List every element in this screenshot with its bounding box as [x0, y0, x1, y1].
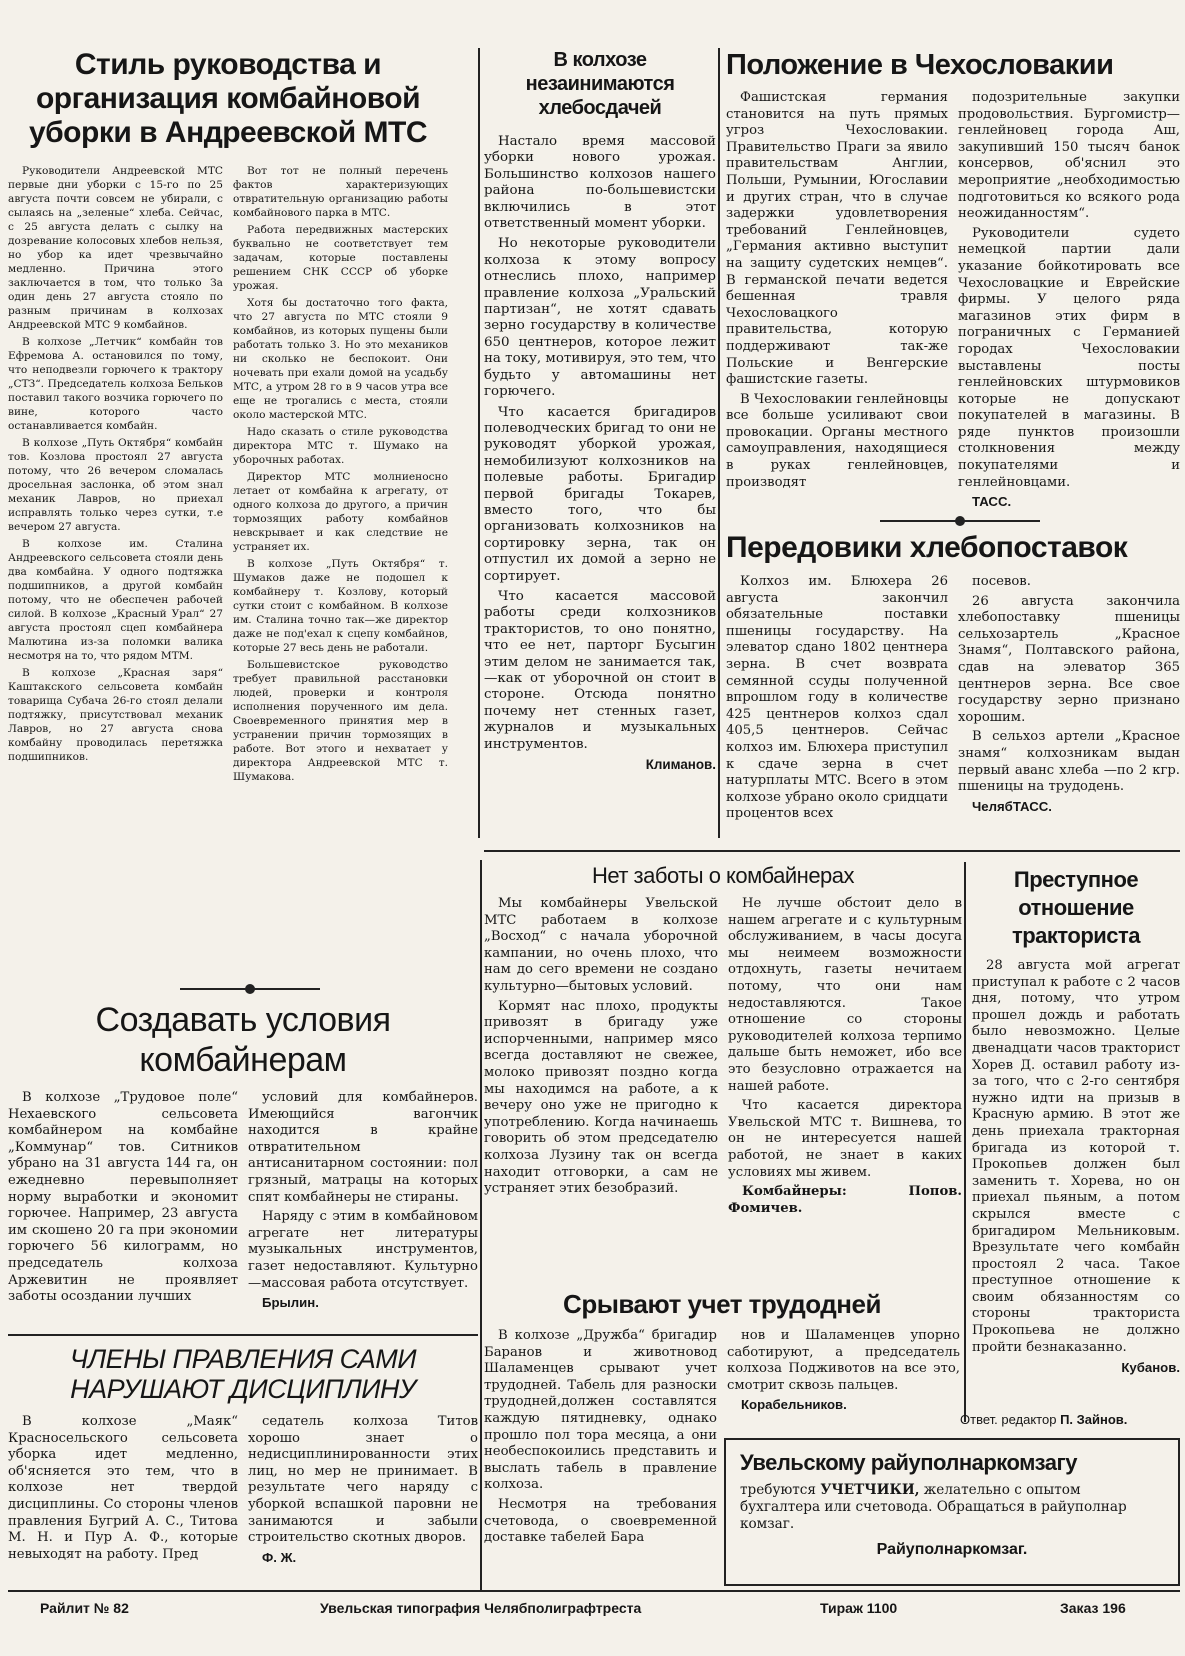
paragraph: нов и Шаламенцев упорно саботируют, а председатель колхоза Подживотов на все это, смотрит сквозь пальцев.	[727, 1328, 960, 1393]
paragraph: Мы комбайнеры Увельской МТС работаем в колхозе „Восход“ с начала уборочной кампании, но очень плохо, что нам до сего времени не создано культурно—бытовых условий.	[484, 896, 718, 994]
section-rule	[484, 850, 1180, 852]
headline-leaders: Передовики хлебопоставок	[726, 531, 1128, 564]
ad-text-lead: требуются	[740, 1482, 816, 1498]
conditions-column-1	[8, 1090, 238, 1315]
care-column-2	[728, 896, 962, 1220]
headline-board: ЧЛЕНЫ ПРАВЛЕНИЯ САМИ НАРУШАЮТ ДИСЦИПЛИНУ	[69, 1344, 417, 1404]
ad-text-strong: УЧЕТЧИКИ,	[820, 1482, 920, 1498]
article-care	[484, 862, 962, 1282]
ad-text-rest: желательно с опытом бухгалтера или счетовода. Обращаться в райуполнар комзаг.	[740, 1482, 1127, 1532]
column-rule	[480, 860, 482, 1590]
headline-tractor: Преступное отношение тракториста	[1011, 867, 1141, 948]
paragraph: В колхозе „Маяк“ Красносельского сельсовета уборка идет медленно, об'ясняется это тем, что в колхозе нет твердой дисциплины. Со стороны членов правления Бугрий А. С., Титова М. Н. и Пур А. Ф., которые невыходят на работу. Пред	[8, 1414, 238, 1562]
signature: Корабельников.	[741, 1397, 847, 1413]
signature: ЧелябТАСС.	[972, 798, 1052, 814]
signature: Ф. Ж.	[262, 1549, 297, 1565]
paragraph: седатель колхоза Титов хорошо знает о недисциплинированности этих лиц, но мер не принимает. В результате чего наряду с уборкой вспашкой паровни не занимаются и забыли строительство скотных дворов.	[248, 1414, 478, 1546]
board-column-1	[8, 1414, 238, 1569]
paragraph: В колхозе им. Сталина Андреевского сельсовета стояли день два комбайна. У одного подтяжка подшипников, а другой комбайн потому, что не обеспечен рабочей силой. В колхозе „Красный Урал“ 27 августа простоял сцеп комбайнера Малютина из-за поломки валика несмотря на то, что рядом МТМ.	[8, 538, 223, 662]
style-column-1	[8, 164, 223, 787]
signature: ТАСС.	[972, 494, 1012, 510]
signature: Кубанов.	[1121, 1360, 1180, 1376]
column-rule	[718, 48, 720, 838]
leaders-column-2	[958, 574, 1180, 826]
paragraph: Надо сказать о стиле руководства директора МТС т. Шумако на уборочных работах.	[233, 426, 448, 466]
paragraph: В сельхоз артели „Красное знамя“ колхозникам выдан первый аванс хлеба —по 2 кгр. пшеницы на трудодень.	[958, 729, 1180, 795]
paragraph: Большевистское руководство требует правильной расстановки людей, проверки и контроля исполнения порученного им дела. Своевременного принятия мер в устранении причин тормозящих в работе. Вот этого и нехватает у директора Андреевской МТС т. Шумакова.	[233, 659, 448, 783]
paragraph: Руководители Андреевской МТС первые дни уборки с 15-го по 25 августа почти совсем не убирали, с сылаясь на „зеленые“ хлеба. Сейчас, с 25 августа делать с сылку на дозревание колосовых хлебов нельзя, но убор ка идет чрезвычайно медленно. Причина этого заключается в том, что только За один день 27 августа стояло по разным причинам в колхозах Андреевской МТС 9 комбайнов.	[8, 165, 223, 331]
article-leaders	[726, 530, 1180, 842]
footer-circulation: Тираж 1100	[820, 1600, 898, 1616]
tractor-body	[972, 958, 1180, 1377]
headline-style: Стиль руководства и организация комбайновой уборки в Андреевской МТС	[28, 48, 428, 149]
ad-block	[724, 1438, 1180, 1586]
paragraph: Хотя бы достаточно того факта, что 27 августа по МТС стояли 9 комбайнов, из которых пущены были работать только 3. Но это механиков ни сколько не беспокоит. Они ночевать при ехали домой на усадьбу МТС, а утром 28 го в 9 часов утра все еще не трогались с места, стояли около мастерской МТС.	[233, 297, 448, 421]
headline-care: Нет заботы о комбайнерах	[591, 863, 855, 888]
divider-ornament	[880, 520, 1040, 522]
editor-line	[960, 1410, 1180, 1432]
board-column-2	[248, 1414, 478, 1569]
signature: Комбайнеры: Попов. Фомичев.	[728, 1184, 962, 1216]
footer-license: Райлит № 82	[40, 1600, 129, 1616]
paragraph: Что касается массовой работы среди колхозников трактористов, то оно понятно, что ее нет, парторг Бусыгин этим делом не занимается так,—как от уборочной он стоит в стороне. Отсюда понятно почему нет стенных газет, журналов и музыкальных инструментов.	[484, 588, 716, 752]
paragraph: 26 августа закончила хлебопоставку пшеницы сельхозартель „Красное Знамя“, Полтавского района, сдав на элеватор 365 центнеров зерна. Все свое государству зерно признано хорошим.	[958, 593, 1180, 725]
workdays-column-1	[484, 1328, 717, 1550]
paragraph: условий для комбайнеров. Имеющийся вагончик находится в крайне отвратительном антисанитарном состоянии: пол грязный, матрацы на которых спят комбайнеры не стираны.	[248, 1090, 478, 1205]
divider-ornament	[180, 988, 320, 990]
paragraph: 28 августа мой агрегат приступал к работе с 2 часов дня, потому, что утром прошел дождь и работать было невозможно. Целые двенадцати часов тракторист Хорев Д. оставил работу из-за того, что с 2-го сентября нужно идти на призыв в Красную армию. В этот же день приехала тракторная бригада из которой т. Прокопьев должен был заменить т. Хорева, но он приехал пьяным, а потом скрылся вместе с бригадиром Мельниковым. Врезультате чего комбайн простоял 2 часа. Такое преступное отношение к своим обязанностям со стороны тракториста Прокопьева не должно пройти безнаказанно.	[972, 958, 1180, 1355]
conditions-column-2	[248, 1090, 478, 1315]
article-kolkhoz	[484, 48, 716, 838]
care-column-1	[484, 896, 718, 1220]
article-tractor	[972, 866, 1180, 1408]
leaders-column-1	[726, 574, 948, 826]
paragraph: Директор МТС молниеносно летает от комбайна к агрегату, от одного колхоза до другого, а причин тормозящих работу комбайнов невскрывает и как следствие не устраняет их.	[233, 471, 448, 553]
footer-printer: Увельская типография Челябполиграфтреста	[320, 1600, 642, 1616]
paragraph: Колхоз им. Блюхера 26 августа закончил обязательные поставки пшеницы государству. На элеватор сдано 1802 центнера зерна. В счет возврата семянной ссуды полученной впрошлом году в количестве 425 центнеров колхоз сдал 405,5 центнеров. Сейчас колхоз им. Блюхера приступил к сдаче зерна в счет натурплаты МТС. Всего в этом колхозе убрано около сридцати процентов всех	[726, 574, 948, 822]
paragraph: Фашистская германия становится на путь прямых угроз Чехословакии. Правительство Праги за явило правительствам Англии, Польши, Румынии, Югославии и других стран, что в случае задержки удовлетворения требований Генлейновцев, „Германия активно выступит на защиту судетских немцев“. В германской печати ведется бешенная травля Чехословацкого правительства, которую поддерживают так-же Польские и Венгерские фашистские газеты.	[726, 90, 948, 388]
paragraph: В колхозе „Трудовое поле“ Нехаевского сельсовета комбайнером на комбайне „Коммунар“ тов. Ситников убрано на 31 августа 144 га, он ежедневно перевыполняет норму выработки и экономит горючее. Например, 23 августа им скошено 20 га при экономии горючего 56 килограмм, но председатель колхоза Аржевитин не проявляет заботы осоздании лучших	[8, 1090, 238, 1305]
article-conditions	[8, 1000, 478, 1330]
signature: Брылин.	[262, 1295, 319, 1311]
section-rule	[8, 1334, 478, 1336]
paragraph: Несмотря на требования счетовода, о своевременной доставке табелей Бара	[484, 1496, 717, 1546]
editor-name: П. Зайнов.	[1060, 1412, 1128, 1427]
style-column-2	[233, 164, 448, 787]
paragraph: В колхозе „Путь Октября“ т. Шумаков даже не подошел к комбайнеру т. Козлову, который сутки стоит с комбайном. В колхозе им. Сталина точно так—же директор даже не под'ехал к сцепу комбайнов, которые 27 весь день не работали.	[233, 558, 448, 654]
paragraph: Наряду с этим в комбайновом агрегате нет литературы музыкальных инструментов, газет недоставляют. Культурно—массовая работа отсутствует.	[248, 1209, 478, 1291]
paragraph: Что касается директора Увельской МТС т. Вишнева, то он не интересуется нашей работой, не знает в каких условиях мы живем.	[728, 1098, 962, 1180]
kolkhoz-body	[484, 134, 716, 773]
article-board	[8, 1344, 478, 1584]
paragraph: В колхозе „Летчик“ комбайн тов Ефремова А. остановился по тому, что неподвезли горючего к трактору „СТЗ“. Председатель колхоза Бельков поставил такого возчика горючего по вине, которого часто останавливается комбайн.	[8, 336, 223, 432]
paragraph: В колхозе „Дружба“ бригадир Баранов и животновод Шаламенцев срывают учет трудодней. Табель для разноски трудодней,должен составлятся каждую пятидневку, однако прошло пол тора месяца, а они необеспокоились представить и выслать табель в правление колхоза.	[484, 1328, 717, 1493]
paragraph: Руководители судето немецкой партии дали указание бойкотировать все Чехословацкие и Еврейские фирмы. У целого ряда магазинов этих фирм в пограничных с Германией городах Чехословакии выставлены посты генлейновских штурмовиков которые не допускают покупателей в магазины. В ряде пунктов произошли столкновения между покупателями и генлейновцами.	[958, 225, 1180, 490]
paragraph: посевов.	[972, 574, 1031, 589]
paragraph: В колхозе „Путь Октября“ комбайн тов. Козлова простоял 27 августа потому, что 26 вечером сломалась дросельная заслонка, об этом знал механик Лавров, но приехал исправлять только через сутки, т.е вечером 27 августа.	[8, 437, 223, 533]
article-czech	[726, 48, 1180, 516]
article-style	[8, 48, 448, 928]
paragraph: В Чехословакии генлейновцы все больше усиливают свои провокации. Органы местного самоуправления, находящиеся в руках генлейновцев, производят	[726, 391, 948, 490]
column-rule	[478, 48, 480, 838]
headline-czech: Положение в Чехословакии	[726, 49, 1114, 81]
editor-label: Ответ. редактор	[960, 1412, 1057, 1427]
paragraph: Работа передвижных мастерских буквально не соответствует тем задачам, которые поставлены решением СНК СССР об уборке урожая.	[233, 224, 448, 292]
paragraph: Кормят нас плохо, продукты привозят в бригаду уже испорченными, например мясо всегда доставляют не свежее, молоко привозят поздно когда мы находимся на работе, а к вечеру оно уже не пригодно к употреблению. Когда начинаешь говорить об этом председателю колхоза Лузину так он всегда находит отговорки, а сам не устраняет этих безобразий.	[484, 998, 718, 1197]
headline-kolkhoz: В колхозе незаинимаются хлебосдачей	[525, 49, 675, 119]
ad-headline: Увельскому райуполнаркомзагу	[740, 1450, 1077, 1475]
headline-workdays: Срывают учет трудодней	[563, 1289, 881, 1319]
ad-signature: Райуполнаркомзаг.	[876, 1541, 1028, 1558]
signature: Климанов.	[645, 757, 716, 773]
imprint-footer	[0, 1592, 1185, 1622]
paragraph: В колхозе „Красная заря“ Каштакского сельсовета комбайн товарища Субача 26-го стоял делали подтяжку, присутствовал механик Лавров, но 27 августа снова комбайну проводилась перетяжка подшипников.	[8, 667, 223, 763]
paragraph: Что касается бригадиров полеводческих бригад то они не руководят уборкой урожая, немобилизуют колхозников на полевые работы. Бригадир первой бригады Токарев, вместо того, что бы организовать колхозников на сортировку зерна, так он отпустил их домой а зерно не сортирует.	[484, 404, 716, 584]
paragraph: Вот тот не полный перечень фактов характеризующих отвратительную организацию работы комбайнового парка в МТС.	[233, 165, 448, 219]
column-rule	[964, 862, 966, 1422]
headline-conditions: Создавать условия комбайнерам	[95, 1001, 391, 1079]
ad-text	[740, 1482, 1164, 1533]
paragraph: подозрительные закупки продовольствия. Бургомистр—генлейновец города Аш, закупивший 150 тысяч банок консервов, об'яснил это мероприятие „необходимостью подготовиться ко всякого рода неожиданностям“.	[958, 90, 1180, 222]
czech-column-1	[726, 90, 948, 514]
paragraph: Настало время массовой уборки нового урожая. Большинство колхозов нашего района по-большевистски включились в этот ответственный момент уборки.	[484, 134, 716, 232]
czech-column-2	[958, 90, 1180, 514]
footer-order: Заказ 196	[1060, 1600, 1126, 1616]
paragraph: Но некоторые руководители колхоза к этому вопросу отнеслись плохо, например правление колхоза „Уральский партизан“, не хотят сдавать зерно государству в количестве 650 центнеров, которое лежит на току, мотивируя, это тем, что будьто у автомашины нет горючего.	[484, 236, 716, 400]
paragraph: Не лучше обстоит дело в нашем агрегате и с культурным обслуживанием, в часы досуга мы неимеем возможности отдохнуть, газеты нечитаем потому, что они нам недоставляются. Такое отношение со стороны руководителей колхоза терпимо дальше быть неможет, ибо все это безусловно отражается на нашей работе.	[728, 896, 962, 1094]
